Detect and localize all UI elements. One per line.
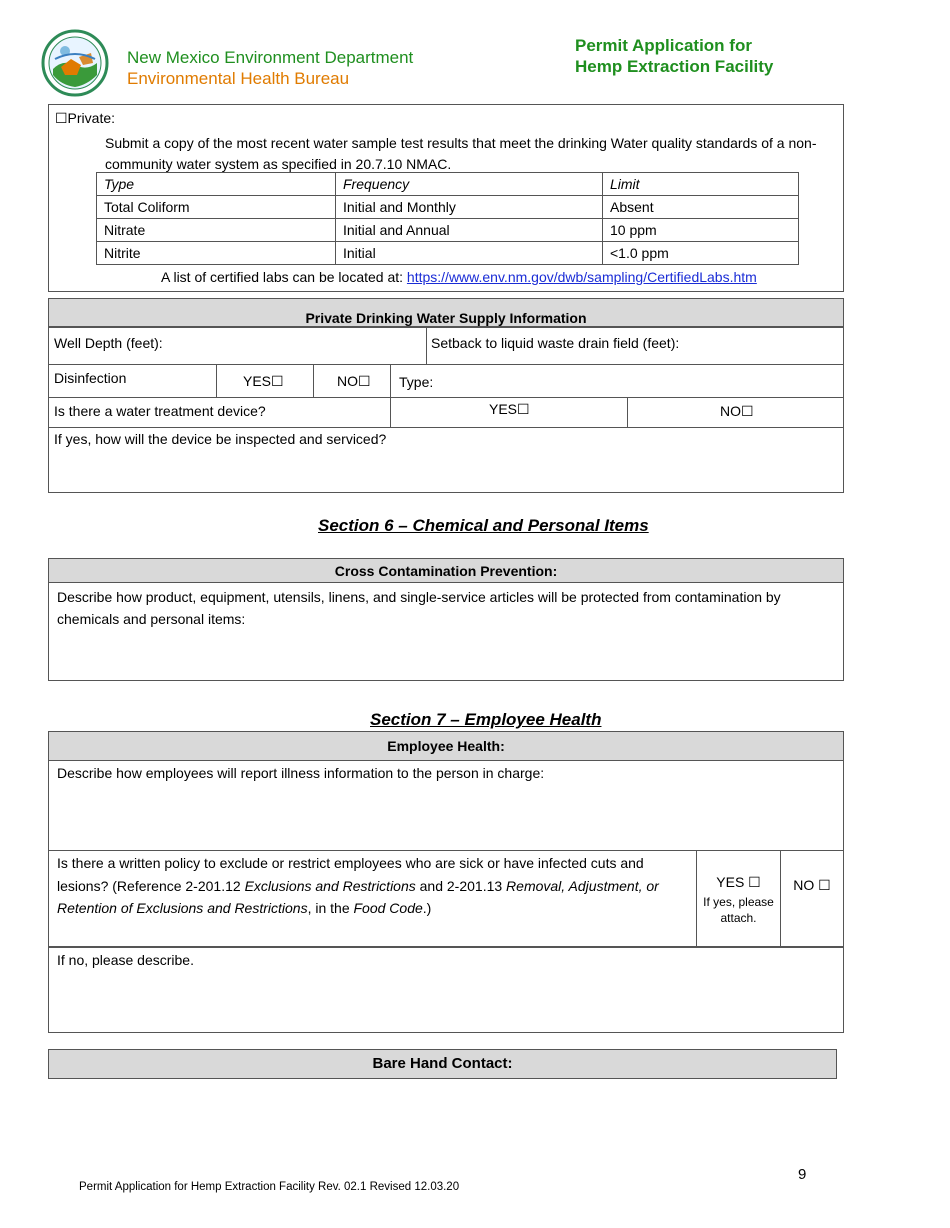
disinfection-row: [49, 364, 843, 398]
certified-labs-line: [161, 269, 757, 285]
policy-text: and 2-201.13: [415, 877, 507, 894]
policy-ref-food-code: Food Code: [353, 900, 423, 916]
if-no-describe: If no, please describe.: [57, 952, 194, 968]
serviced-question: If yes, how will the device be inspected and serviced?: [54, 431, 387, 447]
org-name: New Mexico Environment Department: [127, 48, 414, 67]
policy-question: [57, 852, 687, 920]
document-title-line2: Hemp Extraction Facility: [575, 57, 774, 76]
policy-yes-checkbox[interactable]: YES ☐: [716, 874, 761, 890]
table-row: [97, 242, 799, 265]
certified-labs-text: A list of certified labs can be located at:: [161, 269, 407, 285]
table-row: [97, 219, 799, 242]
table-row: [97, 196, 799, 219]
policy-text: .): [422, 900, 432, 916]
treatment-no-checkbox[interactable]: NO☐: [720, 403, 754, 419]
document-title-line1: Permit Application for: [575, 36, 752, 55]
employee-health-table: [48, 731, 844, 1033]
footer-text: Permit Application for Hemp Extraction Facility Rev. 02.1 Revised 12.03.20: [79, 1181, 460, 1193]
employee-health-header: Employee Health:: [49, 732, 843, 761]
col-limit: Limit: [603, 173, 799, 196]
table-cell: 10 ppm: [603, 219, 799, 242]
divider: [390, 364, 391, 397]
disinfection-label: Disinfection: [54, 370, 127, 386]
report-illness-question: Describe how employees will report illness information to the person in charge:: [57, 765, 545, 781]
divider: [627, 397, 628, 427]
table-cell: Initial and Annual: [336, 219, 603, 242]
divider: [696, 850, 697, 946]
table-cell: Nitrite: [97, 242, 336, 265]
bureau-name: Environmental Health Bureau: [127, 69, 350, 88]
nmed-logo: [41, 29, 109, 97]
cross-contamination-question: Describe how product, equipment, utensils, linens, and single-service articles will be protected from contamination by chemicals and personal items:: [57, 589, 781, 627]
document-title: [575, 35, 773, 77]
policy-yes-note: If yes, please attach.: [703, 895, 774, 925]
bare-hand-contact-header: Bare Hand Contact:: [48, 1049, 837, 1079]
table-cell: Initial: [336, 242, 603, 265]
table-cell: Initial and Monthly: [336, 196, 603, 219]
page-number: 9: [798, 1166, 807, 1183]
private-water-block: [48, 104, 844, 292]
disinfection-yes-checkbox[interactable]: YES☐: [243, 373, 284, 389]
divider: [313, 364, 314, 397]
cross-contamination-table: [48, 558, 844, 681]
divider: [390, 397, 391, 427]
col-frequency: Frequency: [336, 173, 603, 196]
disinfection-type-label: Type:: [399, 374, 434, 390]
table-cell: Total Coliform: [97, 196, 336, 219]
disinfection-no-checkbox[interactable]: NO☐: [337, 373, 371, 389]
treatment-yes-checkbox[interactable]: YES☐: [489, 401, 530, 417]
table-cell: Nitrate: [97, 219, 336, 242]
divider: [49, 850, 843, 851]
treatment-question: Is there a water treatment device?: [54, 403, 266, 419]
policy-text: , in the: [307, 900, 354, 916]
policy-ref-2: Removal, Adjustment, or Retention of Exclusions and Restrictions: [57, 877, 659, 916]
private-instruction: Submit a copy of the most recent water sample test results that meet the drinking Water quality standards of a non-community water system as specified in 20.7.10 NMAC.: [105, 135, 817, 172]
policy-text: Is there a written policy to exclude or restrict employees who are sick or have infected cuts and lesions? (Reference 2-201.12: [57, 855, 644, 894]
cross-contamination-header: Cross Contamination Prevention:: [49, 559, 843, 583]
divider: [49, 946, 843, 948]
divider: [426, 328, 427, 364]
table-cell: <1.0 ppm: [603, 242, 799, 265]
setback-label: Setback to liquid waste drain field (feet):: [431, 335, 680, 351]
divider: [216, 364, 217, 397]
certified-labs-link[interactable]: https://www.env.nm.gov/dwb/sampling/CertifiedLabs.htm: [406, 269, 757, 285]
water-supply-table: [48, 298, 844, 493]
policy-no-checkbox[interactable]: NO ☐: [793, 877, 831, 893]
section6-title: Section 6 – Chemical and Personal Items: [318, 516, 649, 535]
table-cell: Absent: [603, 196, 799, 219]
col-type: Type: [97, 173, 336, 196]
private-checkbox[interactable]: ☐Private:: [55, 110, 116, 126]
water-supply-header: Private Drinking Water Supply Information: [49, 299, 843, 328]
well-depth-label: Well Depth (feet):: [54, 335, 163, 351]
divider: [780, 850, 781, 946]
section7-title: Section 7 – Employee Health: [370, 710, 602, 729]
policy-ref-1: Exclusions and Restrictions: [244, 877, 416, 894]
water-test-table: [96, 172, 799, 265]
